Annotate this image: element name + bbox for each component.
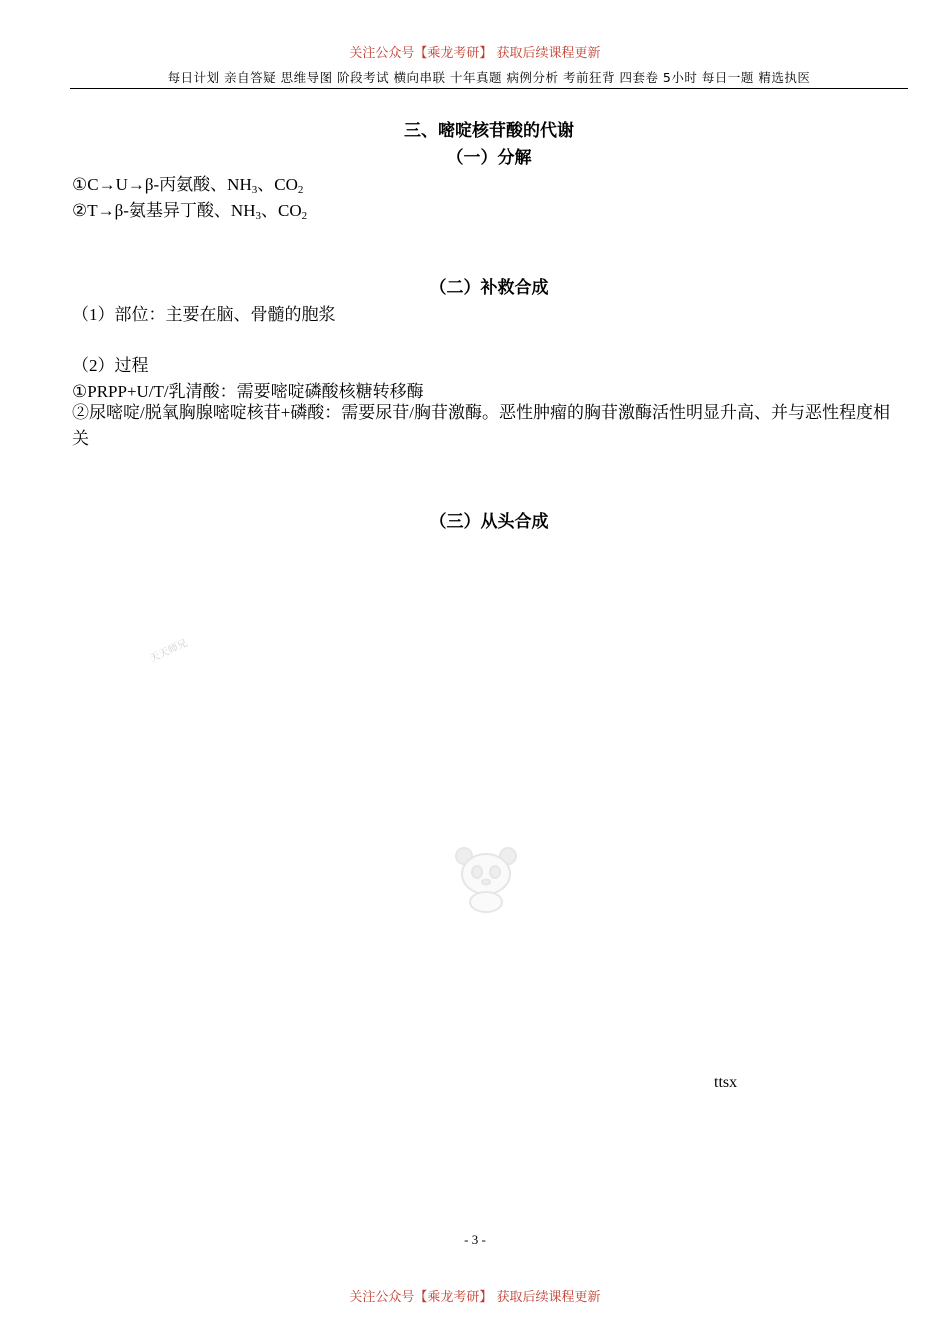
part1-line1-text: ①C→U→β-丙氨酸、NH	[72, 175, 252, 194]
ttsx-text: ttsx	[714, 1074, 738, 1091]
part1-line2	[72, 196, 307, 222]
page-number: - 3 -	[464, 1232, 486, 1247]
part1-line2-sub1: 3	[255, 210, 261, 222]
part1-line1-sub2: 2	[297, 184, 304, 196]
part1-line2-mid: 、CO	[261, 201, 302, 220]
header-divider	[70, 88, 908, 89]
part2-step1: ①PRPP+U/T/乳清酸：需要嘧啶磷酸核糖转移酶	[72, 382, 424, 401]
part2-step2: ②尿嘧啶/脱氧胸腺嘧啶核苷+磷酸：需要尿苷/胸苷激酶。恶性肿瘤的胸苷激酶活性明显升高、并与恶性程度相关	[72, 403, 891, 448]
section-title: 三、嘧啶核苷酸的代谢	[404, 121, 574, 141]
part2-process-label: （2）过程	[72, 356, 149, 375]
part1-line1-sub1: 3	[251, 184, 258, 196]
watermark-text: 天天师兄	[148, 637, 190, 665]
footer-banner: 关注公众号【乘龙考研】 获取后续课程更新	[349, 1290, 601, 1305]
panda-icon	[450, 842, 522, 914]
part1-line1	[72, 170, 303, 196]
header-nav-line: 每日计划 亲自答疑 思维导图 阶段考试 横向串联 十年真题 病例分析 考前狂背 四套卷 5小时 每日一题 精选执医	[167, 70, 811, 85]
part2-title: （二）补救合成	[429, 278, 549, 298]
part1-line1-mid: 、CO	[257, 175, 298, 194]
part1-line2-text: ②T→β-氨基异丁酸、NH	[72, 201, 256, 220]
header-banner: 关注公众号【乘龙考研】 获取后续课程更新	[349, 46, 601, 61]
part1-title: （一）分解	[446, 148, 532, 168]
part2-site: （1）部位：主要在脑、骨髓的胞浆	[72, 305, 336, 324]
part3-title: （三）从头合成	[429, 512, 549, 532]
part1-line2-sub2: 2	[301, 210, 308, 222]
